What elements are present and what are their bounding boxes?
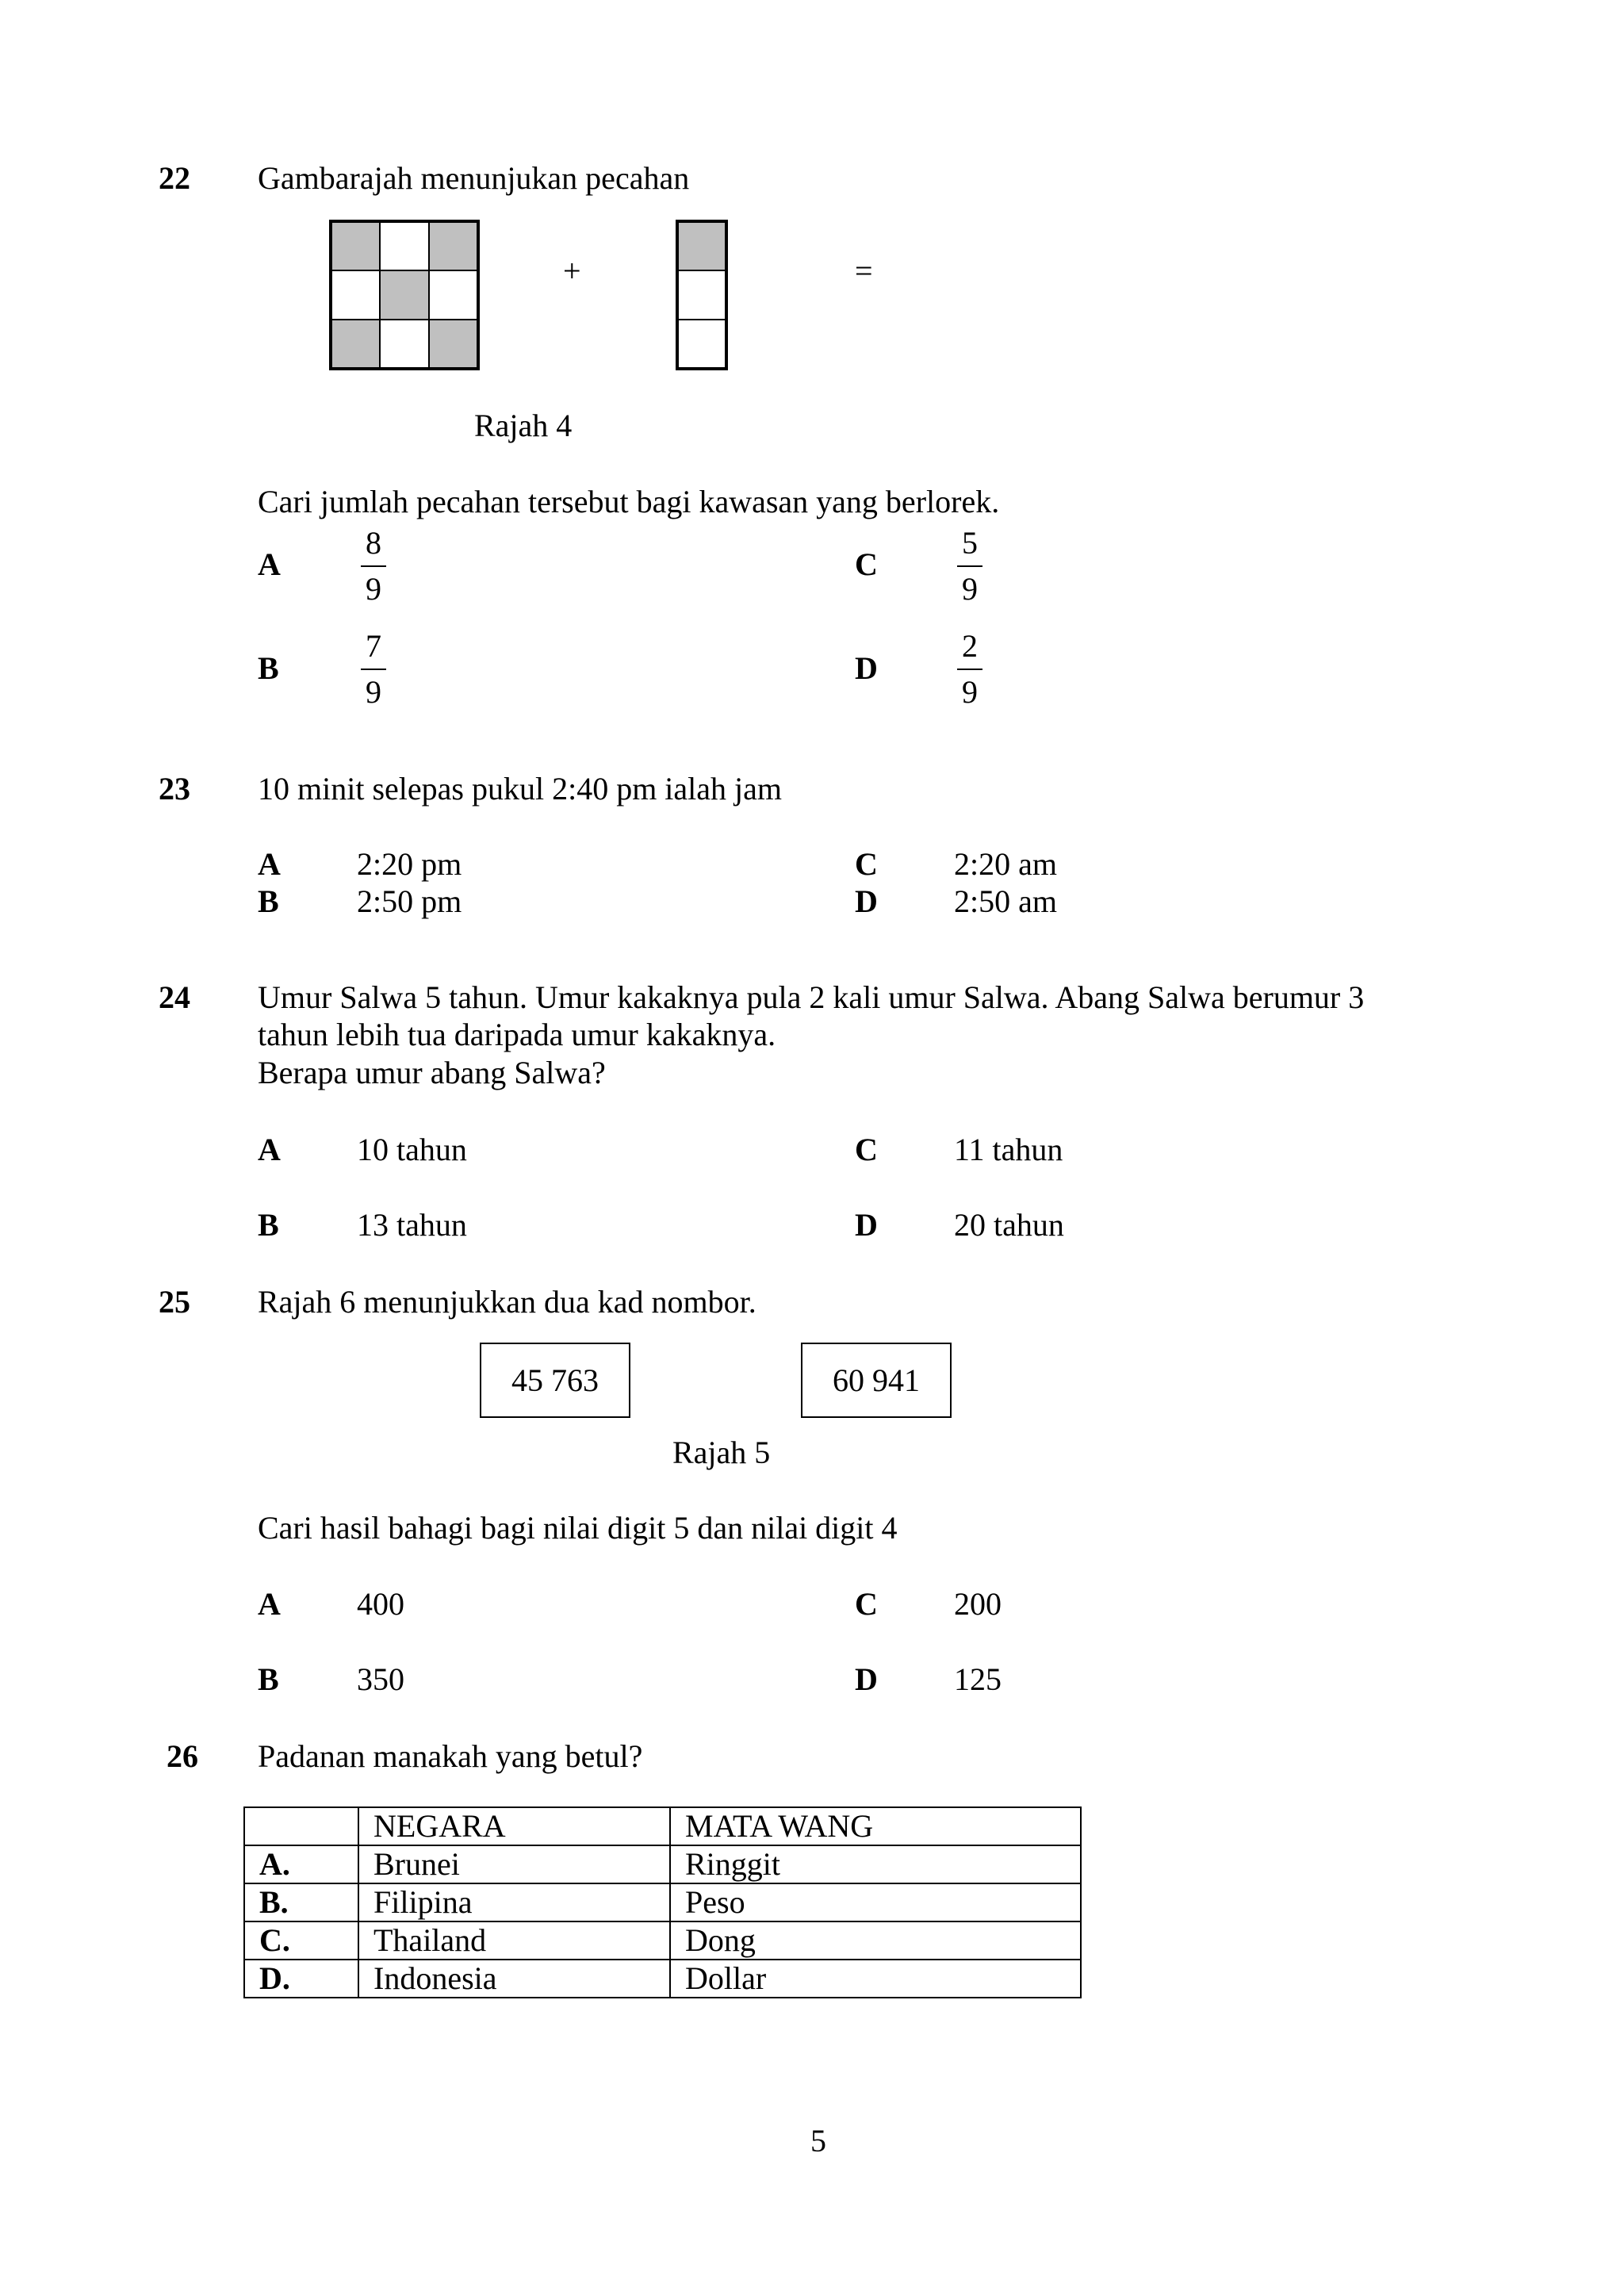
q23-text: 10 minit selepas pukul 2:40 pm ialah jam <box>258 771 783 807</box>
q23-number: 23 <box>159 771 190 807</box>
grid-cell <box>429 320 477 368</box>
q22-number: 22 <box>159 160 190 196</box>
table-cell-currency: Dong <box>670 1921 1081 1960</box>
q25-option-d-value: 125 <box>954 1661 1002 1697</box>
q25-option-c-value: 200 <box>954 1586 1002 1622</box>
q25-number: 25 <box>159 1284 190 1320</box>
q23-option-b-value: 2:50 pm <box>357 883 462 919</box>
numerator: 8 <box>366 525 381 561</box>
denominator: 9 <box>366 674 381 710</box>
q26-number: 26 <box>167 1738 198 1774</box>
grid-cell <box>429 270 477 319</box>
numerator: 5 <box>962 525 978 561</box>
table-cell-option: D. <box>244 1960 358 1998</box>
q24-option-a-value: 10 tahun <box>357 1132 467 1167</box>
grid-cell <box>331 320 380 368</box>
denominator: 9 <box>366 571 381 607</box>
table-header-cell <box>244 1807 358 1845</box>
table-header-row <box>244 1807 1081 1845</box>
table-row <box>244 1883 1081 1921</box>
denominator: 9 <box>962 571 978 607</box>
q24-option-b-value: 13 tahun <box>357 1207 467 1243</box>
q22-question: Cari jumlah pecahan tersebut bagi kawasan yang berlorek. <box>258 484 1000 519</box>
fraction-bar <box>957 669 982 670</box>
q25-option-a-value: 400 <box>357 1586 404 1622</box>
q23-option-a-letter: A <box>258 846 281 882</box>
equals-sign: = <box>855 253 873 289</box>
table-cell-country: Brunei <box>358 1845 670 1883</box>
q22-option-b-fraction <box>358 630 389 708</box>
table-row <box>244 1845 1081 1883</box>
q25-question: Cari hasil bahagi bagi nilai digit 5 dan nilai digit 4 <box>258 1510 898 1546</box>
q23-option-c-value: 2:20 am <box>954 846 1057 882</box>
q25-option-b-letter: B <box>258 1661 279 1697</box>
table-cell-currency: Dollar <box>670 1960 1081 1998</box>
q24-line1: Umur Salwa 5 tahun. Umur kakaknya pula 2 kali umur Salwa. Abang Salwa berumur 3 <box>258 979 1365 1015</box>
number-card: 60 941 <box>801 1343 952 1418</box>
q25-option-c-letter: C <box>855 1586 878 1622</box>
number-card: 45 763 <box>480 1343 630 1418</box>
q25-option-d-letter: D <box>855 1661 878 1697</box>
q26-text: Padanan manakah yang betul? <box>258 1738 643 1774</box>
q22-grid-right <box>676 220 728 370</box>
table-cell-option: A. <box>244 1845 358 1883</box>
page-number: 5 <box>810 2123 826 2159</box>
table-cell-currency: Peso <box>670 1883 1081 1921</box>
grid-cell <box>331 222 380 270</box>
denominator: 9 <box>962 674 978 710</box>
q22-text: Gambarajah menunjukan pecahan <box>258 160 690 196</box>
q24-option-c-letter: C <box>855 1132 878 1167</box>
q23-option-d-letter: D <box>855 883 878 919</box>
q22-option-a-fraction <box>358 527 389 605</box>
grid-cell <box>331 270 380 319</box>
q22-option-a-letter: A <box>258 546 281 582</box>
fraction-bar <box>361 565 386 567</box>
table-cell-currency: Ringgit <box>670 1845 1081 1883</box>
table-cell-country: Filipina <box>358 1883 670 1921</box>
numerator: 2 <box>962 628 978 664</box>
grid-cell <box>380 222 428 270</box>
grid-cell <box>380 320 428 368</box>
q22-figure-caption: Rajah 4 <box>474 408 573 443</box>
grid-cell <box>678 320 726 368</box>
q24-option-b-letter: B <box>258 1207 279 1243</box>
table-cell-country: Indonesia <box>358 1960 670 1998</box>
q23-option-b-letter: B <box>258 883 279 919</box>
grid-cell <box>678 270 726 319</box>
table-row <box>244 1960 1081 1998</box>
q24-option-c-value: 11 tahun <box>954 1132 1063 1167</box>
table-cell-option: C. <box>244 1921 358 1960</box>
currency-table <box>243 1806 1082 1998</box>
q24-option-a-letter: A <box>258 1132 281 1167</box>
table-row <box>244 1921 1081 1960</box>
table-header-cell: MATA WANG <box>670 1807 1081 1845</box>
q24-option-d-value: 20 tahun <box>954 1207 1064 1243</box>
grid-cell <box>429 222 477 270</box>
fraction-bar <box>361 669 386 670</box>
plus-sign: + <box>563 253 581 289</box>
q24-option-d-letter: D <box>855 1207 878 1243</box>
q22-option-c-fraction <box>954 527 986 605</box>
grid-cell <box>678 222 726 270</box>
table-cell-option: B. <box>244 1883 358 1921</box>
q24-line2: tahun lebih tua daripada umur kakaknya. <box>258 1017 776 1052</box>
q22-option-d-fraction <box>954 630 986 708</box>
grid-cell <box>380 270 428 319</box>
q22-grid-left <box>329 220 480 370</box>
q23-option-d-value: 2:50 am <box>954 883 1057 919</box>
q22-option-b-letter: B <box>258 650 279 686</box>
q24-number: 24 <box>159 979 190 1015</box>
table-header-cell: NEGARA <box>358 1807 670 1845</box>
numerator: 7 <box>366 628 381 664</box>
q25-text: Rajah 6 menunjukkan dua kad nombor. <box>258 1284 756 1320</box>
q25-option-a-letter: A <box>258 1586 281 1622</box>
q24-line3: Berapa umur abang Salwa? <box>258 1055 606 1090</box>
q23-option-c-letter: C <box>855 846 878 882</box>
q25-option-b-value: 350 <box>357 1661 404 1697</box>
q25-figure-caption: Rajah 5 <box>672 1435 771 1470</box>
q23-option-a-value: 2:20 pm <box>357 846 462 882</box>
fraction-bar <box>957 565 982 567</box>
q22-option-c-letter: C <box>855 546 878 582</box>
table-cell-country: Thailand <box>358 1921 670 1960</box>
q22-option-d-letter: D <box>855 650 878 686</box>
